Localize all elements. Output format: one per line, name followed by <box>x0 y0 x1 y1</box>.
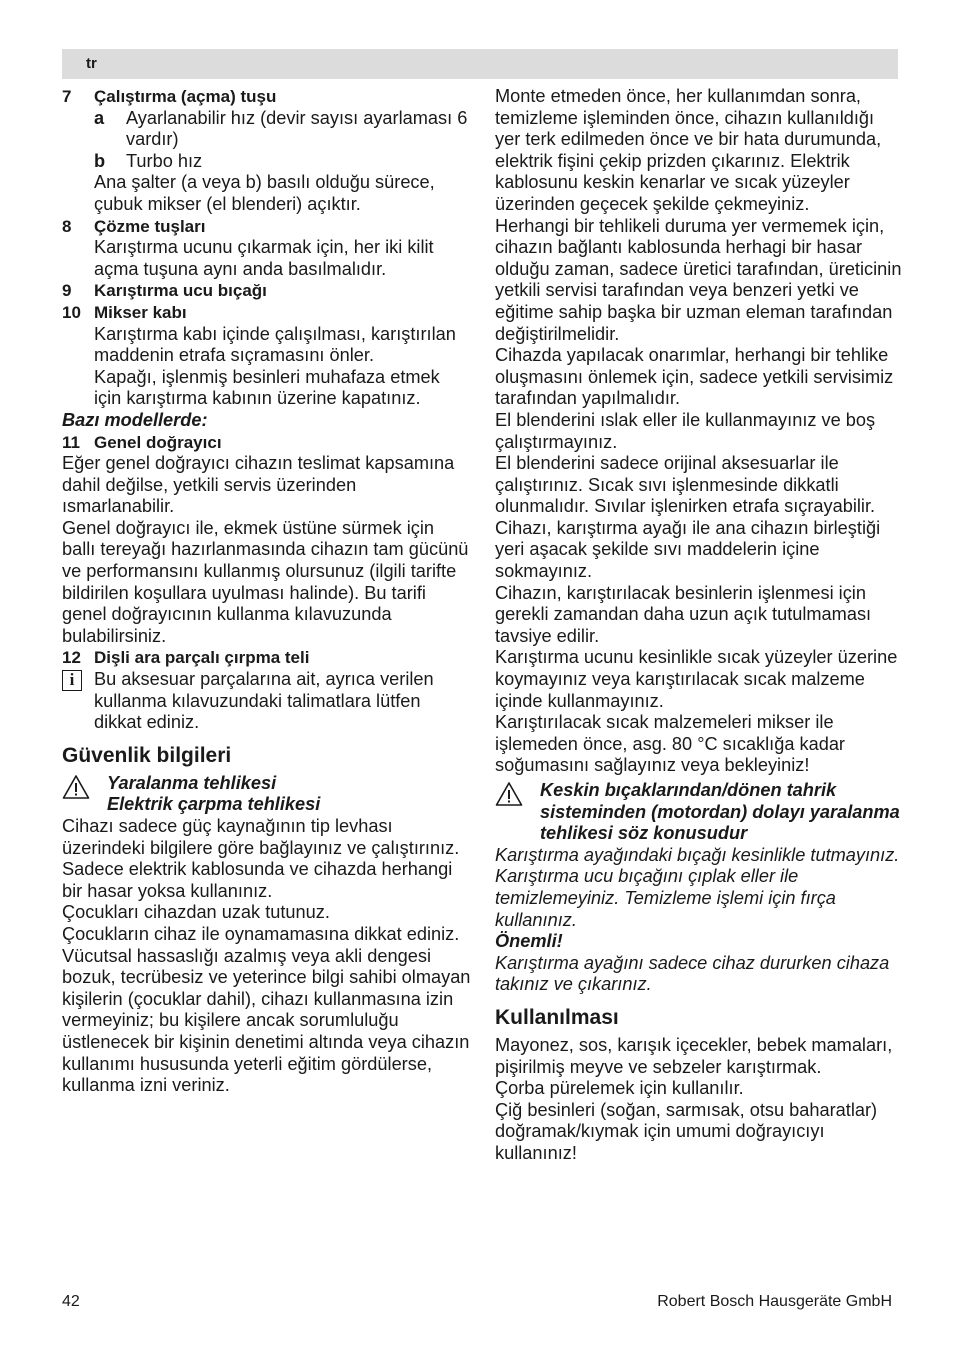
right-column <box>495 86 903 1165</box>
item-7a: a Ayarlanabilir hız (devir sayısı ayarlaması 6 vardır) <box>94 107 468 150</box>
safety-paragraph-5: Vücutsal hassaslığı azalmış veya akli dengesi bozuk, tecrübesiz ve yeterince bilgi sahibi olmayan kişilerin (çocuklar dahil), cihazı kullanmasına izin vermeyiniz; bu kişilere ancak sorumluluğu üstlenecek bir kişinin denetimi altında veya cihazın kullanımı hususunda yeterli eğitim gördülerse, kullanma izni veriniz. <box>62 945 471 1096</box>
right-paragraph-6: Cihazı, karıştırma ayağı ile ana cihazın birleştiği yeri aşacak şekilde sıvı maddelerin içine sokmayınız. <box>495 517 881 582</box>
item-10-heading: 10 Mikser kabı <box>62 302 187 322</box>
item-7-heading: 7 Çalıştırma (açma) tuşu <box>62 87 277 106</box>
right-paragraph-8: Karıştırma ucunu kesinlikle sıcak yüzeyler üzerine koymayınız veya karıştırılacak sıcak malzeme içinde kullanmayınız. <box>495 647 898 711</box>
company-name: Robert Bosch Hausgeräte GmbH <box>657 1293 892 1310</box>
language-code: tr <box>86 55 97 72</box>
item-9-heading: 9 Karıştırma ucu bıçağı <box>62 281 267 301</box>
item-11-paragraph-2: Genel doğrayıcı ile, ekmek üstüne sürmek için ballı tereyağı hazırlanmasında cihazın tam gücünü ve performansını kullanmış olursunuz (ilgili tarifte bildirilen koşullara uyulması halinde). Bu tarifi genel doğrayıcının kullanma kılavuzunda bulabilirsiniz. <box>62 517 469 646</box>
safety-paragraph-2: Sadece elektrik kablosunda ve cihazda herhangi bir hasar yoksa kullanınız. <box>62 859 453 901</box>
item-10-description-1: Karıştırma kabı içinde çalışılması, karıştırılan maddenin etrafa sıçramasını önler. <box>94 323 456 366</box>
safety-paragraph-1: Cihazı sadece güç kaynağının tip levhası üzerindeki bilgilere göre bağlayınız ve çalıştırınız. <box>62 816 460 858</box>
safety-section-title: Güvenlik bilgileri <box>62 743 232 767</box>
electric-shock-hazard-label: Elektrik çarpma tehlikesi <box>107 794 321 815</box>
injury-hazard-label: Yaralanma tehlikesi <box>107 772 277 793</box>
some-models-label: Bazı modellerde: <box>62 409 208 430</box>
safety-warning <box>62 773 472 816</box>
right-paragraph-4: El blenderini ıslak eller ile kullanmayınız ve boş çalıştırmayınız. <box>495 409 876 452</box>
usage-paragraph-3: Çiğ besinleri (soğan, sarmısak, otsu baharatlar) doğramak/kıymak için umumi doğrayıcıyı kullanınız! <box>495 1099 878 1163</box>
item-7b: b Turbo hız <box>94 150 203 171</box>
item-11-paragraph-1: Eğer genel doğrayıcı cihazın teslimat kapsamına dahil değilse, yetkili servis üzerinden ısmarlanabilir. <box>62 453 455 517</box>
right-paragraph-3: Cihazda yapılacak onarımlar, herhangi bir tehlike oluşmasını önlemek için, sadece yetkili servisimiz tarafından yapılmalıdır. <box>495 345 894 409</box>
blade-warning-title: Keskin bıçaklarından/dönen tahrik sisteminden (motordan) dolayı yaralanma tehlikesi söz konusudur <box>540 780 900 844</box>
right-paragraph-5: El blenderini sadece orijinal aksesuarlar ile çalıştırınız. Sıcak sıvı işlenmesinde dikkatli olunmalıdır. Sıvılar işlenirken etrafa sıçrayabilir. <box>495 453 876 517</box>
right-paragraph-1: Monte etmeden önce, her kullanımdan sonra, temizleme işleminden önce, cihazın kullanıldığı yer terk edilmeden önce ve bir hata durumunda, elektrik fişini çekip prizden çıkarınız. Elektrik kablosunu keskin kenarlar ve sıcak yüzeyler üzerinden geçecek şekilde çekmeyiniz. <box>495 86 882 214</box>
important-label: Önemli! <box>495 931 563 952</box>
right-paragraph-9: Karıştırılacak sıcak malzemeleri mikser ile işlemeden önce, asg. 80 °C sıcaklığa kadar soğumasını sağlayınız veya bekleyiniz! <box>495 712 845 776</box>
blade-warning <box>495 780 903 845</box>
left-column <box>62 86 472 1097</box>
language-header-bar <box>62 49 898 79</box>
item-8-heading: 8 Çözme tuşları <box>62 216 206 236</box>
item-8-description: Karıştırma ucunu çıkarmak için, her iki kilit açma tuşuna aynı anda basılmalıdır. <box>94 237 434 279</box>
item-11-heading: 11 Genel doğrayıcı <box>62 432 222 452</box>
safety-paragraph-4: Çocukların cihaz ile oynamamasına dikkat ediniz. <box>62 923 460 944</box>
info-icon: i <box>62 670 82 691</box>
warning-triangle-icon <box>62 774 90 800</box>
right-paragraph-7: Cihazın, karıştırılacak besinlerin işlenmesi için gerekli zamandan daha uzun açık tutulmaması tavsiye edilir. <box>495 582 872 646</box>
important-text: Karıştırma ayağını sadece cihaz dururken cihaza takınız ve çıkarınız. <box>495 952 890 995</box>
info-note-text: Bu aksesuar parçalarına ait, ayrıca verilen kullanma kılavuzundaki talimatlara lütfen dikkat ediniz. <box>94 669 434 733</box>
safety-paragraph-3: Çocukları cihazdan uzak tutunuz. <box>62 902 330 923</box>
item-10-description-2: Kapağı, işlenmiş besinleri muhafaza etmek için karıştırma kabının üzerine kapatınız. <box>94 366 440 409</box>
usage-section-title: Kullanılması <box>495 1005 619 1029</box>
page-number: 42 <box>62 1293 80 1310</box>
info-note <box>62 669 472 734</box>
warning-triangle-icon <box>495 781 523 807</box>
usage-paragraph-2: Çorba pürelemek için kullanılır. <box>495 1078 744 1099</box>
usage-paragraph-1: Mayonez, sos, karışık içecekler, bebek mamaları, pişirilmiş meyve ve sebzeler karıştırmak. <box>495 1034 893 1077</box>
item-12-heading: 12 Dişli ara parçalı çırpma teli <box>62 648 310 668</box>
blade-warning-text: Karıştırma ayağındaki bıçağı kesinlikle tutmayınız. Karıştırma ucu bıçağını çıplak eller ile temizlemeyiniz. Temizleme işlemi için fırça kullanınız. <box>495 844 900 930</box>
right-paragraph-2: Herhangi bir tehlikeli duruma yer vermemek için, cihazın bağlantı kablosunda herhagi bir hasar olduğu zaman, sadece üretici tarafından, üreticinin yetkili servisi tarafından veya benzeri yetki ve eğitime sahip başka bir uzman eleman tarafından değiştirilmelidir. <box>495 215 902 344</box>
item-7-description: Ana şalter (a veya b) basılı olduğu sürece, çubuk mikser (el blenderi) açıktır. <box>94 172 435 214</box>
